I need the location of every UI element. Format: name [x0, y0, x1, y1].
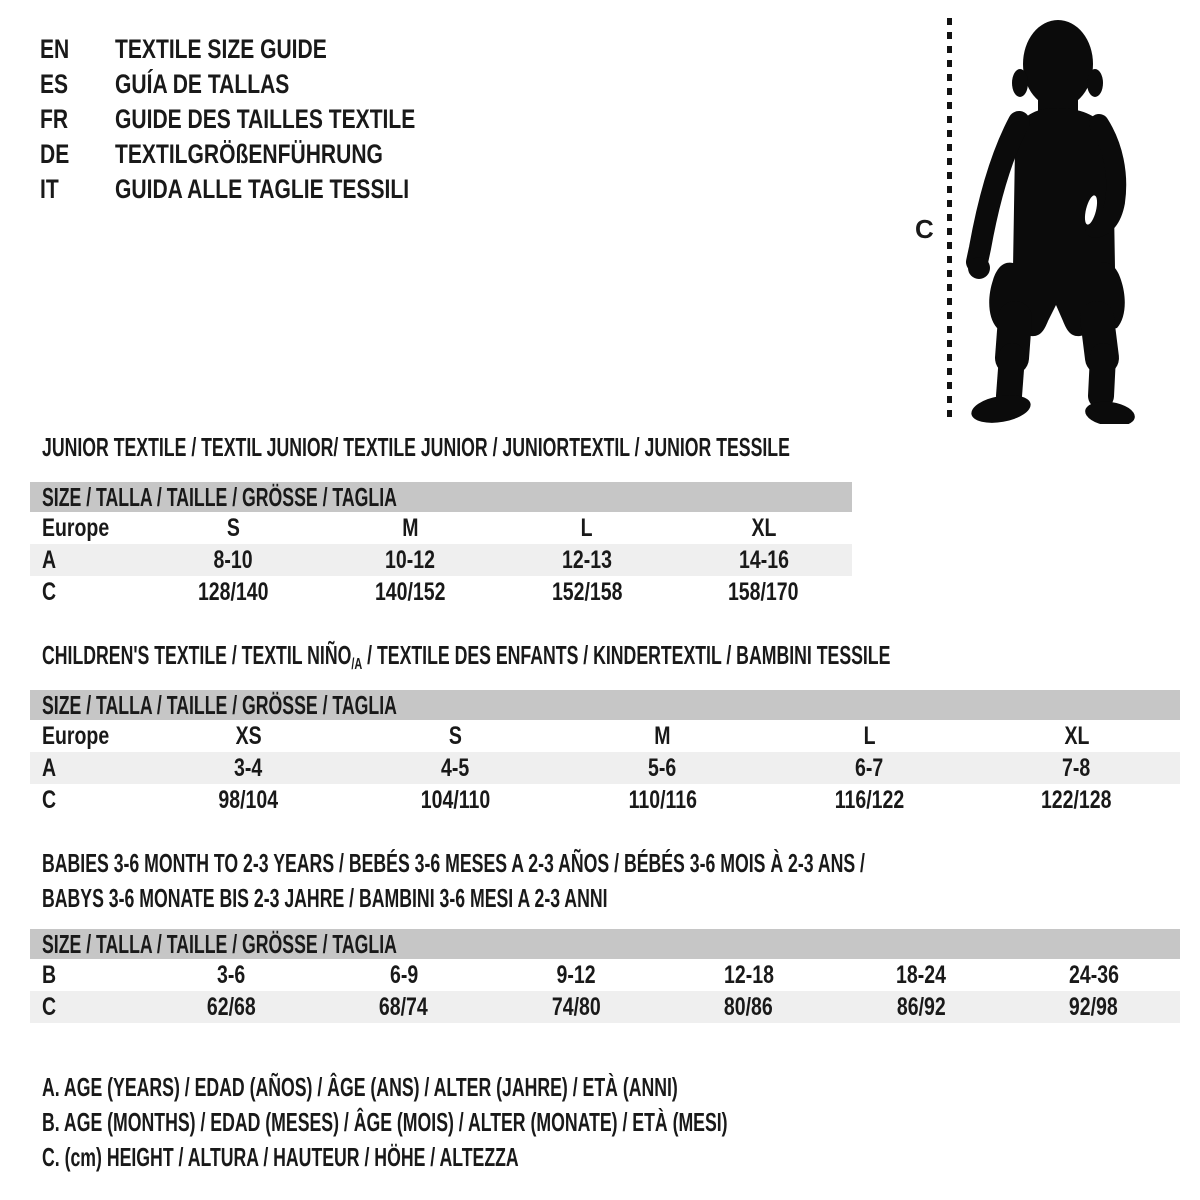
months-value: 3-6: [217, 960, 246, 989]
table-row-age: [30, 544, 852, 576]
row-label: C: [42, 577, 57, 606]
size-value: XS: [235, 721, 262, 750]
language-code: DE: [40, 139, 70, 169]
height-value: 80/86: [724, 992, 774, 1021]
height-value: 116/122: [834, 785, 905, 814]
language-row-en: [40, 32, 500, 67]
size-value: XL: [1064, 721, 1089, 750]
size-value: M: [654, 721, 671, 750]
months-value: 18-24: [896, 960, 947, 989]
size-value: L: [863, 721, 876, 750]
table-row-height: [30, 991, 1180, 1023]
height-value: 128/140: [198, 577, 269, 606]
children-size-table: [30, 690, 1180, 816]
age-value: 10-12: [385, 545, 436, 574]
age-value: 3-4: [234, 753, 263, 782]
language-code: IT: [40, 174, 59, 204]
guide-title-fr: GUIDE DES TAILLES TEXTILE: [115, 104, 416, 134]
babies-title-line1: BABIES 3-6 MONTH TO 2-3 YEARS / BEBÉS 3-6 MESES A 2-3 AÑOS / BÉBÉS 3-6 MOIS À 2-3 ANS /: [42, 848, 865, 878]
table-row-height: [30, 784, 1180, 816]
legend-line-b-text: B. AGE (MONTHS) / EDAD (MESES) / ÂGE (MOIS) / ALTER (MONATE) / ETÀ (MESI): [42, 1107, 728, 1137]
language-row-es: [40, 67, 500, 102]
size-header-label: SIZE / TALLA / TAILLE / GRÖSSE / TAGLIA: [42, 928, 397, 959]
table-row-europe: [30, 720, 1180, 752]
age-value: 4-5: [441, 753, 470, 782]
height-value: 92/98: [1069, 992, 1119, 1021]
legend-line-c-text: C. (cm) HEIGHT / ALTURA / HAUTEUR / HÖHE / ALTEZZA: [42, 1142, 519, 1172]
size-header-bar: [30, 690, 1180, 720]
language-code: EN: [40, 34, 70, 64]
height-value: 140/152: [374, 577, 446, 606]
height-value: 158/170: [728, 577, 799, 606]
age-value: 8-10: [213, 545, 253, 574]
children-section-title: [42, 640, 1200, 674]
legend-line-a-text: A. AGE (YEARS) / EDAD (AÑOS) / ÂGE (ANS) / ALTER (JAHRE) / ETÀ (ANNI): [42, 1072, 678, 1102]
height-marker-label: C: [915, 214, 934, 244]
row-label: Europe: [42, 513, 110, 542]
height-value: 98/104: [218, 785, 279, 814]
row-label: B: [42, 960, 57, 989]
guide-title-es: GUÍA DE TALLAS: [115, 69, 290, 99]
language-title-list: [40, 32, 500, 207]
size-header-label: SIZE / TALLA / TAILLE / GRÖSSE / TAGLIA: [42, 689, 397, 720]
guide-title-en: TEXTILE SIZE GUIDE: [115, 34, 327, 64]
age-value: 14-16: [738, 545, 789, 574]
size-header-bar: [30, 929, 1180, 959]
junior-size-table: [30, 482, 852, 608]
height-value: 104/110: [420, 785, 491, 814]
row-label: A: [42, 753, 57, 782]
row-label: C: [42, 992, 57, 1021]
size-header-bar: [30, 482, 852, 512]
language-row-de: [40, 137, 500, 172]
height-value: 110/116: [628, 785, 697, 814]
guide-title-de: TEXTILGRÖßENFÜHRUNG: [115, 139, 383, 169]
table-row-europe: [30, 512, 852, 544]
age-value: 6-7: [855, 753, 884, 782]
months-value: 12-18: [723, 960, 774, 989]
height-value: 68/74: [379, 992, 429, 1021]
age-value: 12-13: [561, 545, 612, 574]
language-row-fr: [40, 102, 500, 137]
legend-line-c: [42, 1140, 1050, 1175]
size-value: XL: [751, 513, 777, 542]
months-value: 9-12: [556, 960, 596, 989]
babies-title-line2: BABYS 3-6 MONATE BIS 2-3 JAHRE / BAMBINI 3-6 MESI A 2-3 ANNI: [42, 883, 608, 913]
size-value: S: [448, 721, 463, 750]
junior-section-title-text: JUNIOR TEXTILE / TEXTIL JUNIOR/ TEXTILE JUNIOR / JUNIORTEXTIL / JUNIOR TESSILE: [42, 432, 790, 462]
row-label: C: [42, 785, 57, 814]
row-label: Europe: [42, 721, 110, 750]
size-header-label: SIZE / TALLA / TAILLE / GRÖSSE / TAGLIA: [42, 481, 397, 512]
height-value: 86/92: [896, 992, 946, 1021]
legend-line-a: [42, 1070, 1050, 1105]
babies-section-title: [42, 846, 1200, 916]
nino-a-subscript: /A: [351, 656, 363, 673]
legend-line-b: [42, 1105, 1050, 1140]
months-value: 24-36: [1068, 960, 1119, 989]
guide-title-it: GUIDA ALLE TAGLIE TESSILI: [115, 174, 410, 204]
row-label: A: [42, 545, 57, 574]
height-value: 152/158: [551, 577, 623, 606]
height-value: 122/128: [1041, 785, 1112, 814]
measurement-legend: [42, 1070, 1050, 1175]
table-row-age: [30, 752, 1180, 784]
height-value: 74/80: [551, 992, 601, 1021]
age-value: 7-8: [1062, 753, 1091, 782]
table-row-months: [30, 959, 1180, 991]
language-row-it: [40, 172, 500, 207]
age-value: 5-6: [648, 753, 677, 782]
size-value: L: [580, 513, 593, 542]
height-measure-dashed-line: [947, 18, 952, 418]
months-value: 6-9: [389, 960, 418, 989]
language-code: ES: [40, 69, 69, 99]
table-row-height: [30, 576, 852, 608]
language-code: FR: [40, 104, 69, 134]
height-value: 62/68: [206, 992, 256, 1021]
junior-section-title: [42, 432, 1142, 463]
size-value: M: [401, 513, 419, 542]
babies-size-table: [30, 929, 1180, 1023]
size-value: S: [226, 513, 240, 542]
children-section-title-text: CHILDREN'S TEXTILE / TEXTIL $NIÑO_{/A}$ / TEXTILE DES ENFANTS / KINDERTEXTIL / BAMBINI TESSILE: [42, 640, 891, 673]
baby-silhouette-image: [963, 16, 1145, 424]
